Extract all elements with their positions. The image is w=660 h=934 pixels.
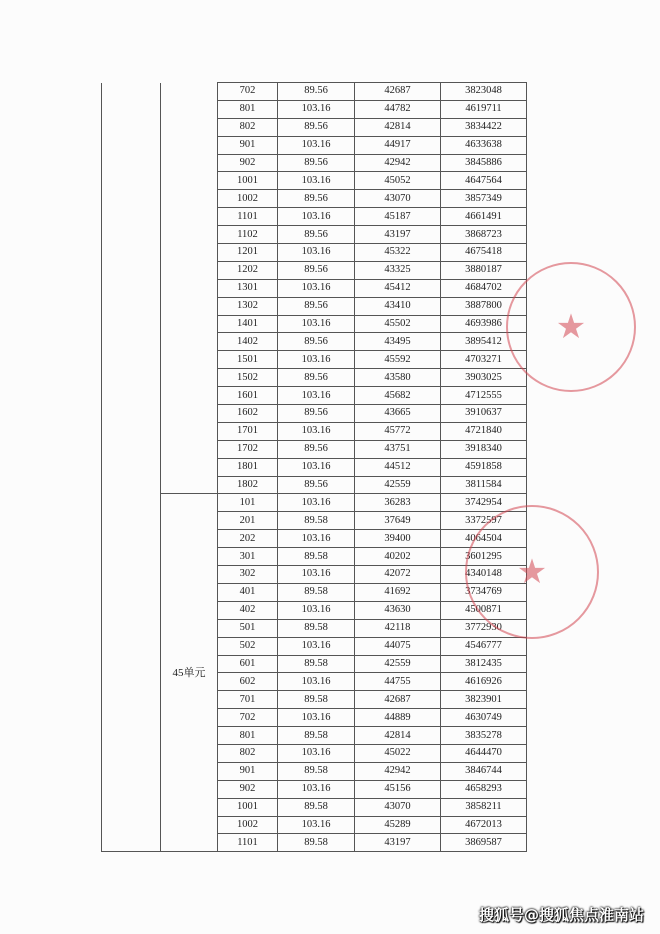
total-price-cell: 3903025 [441, 369, 527, 387]
area-cell: 89.56 [278, 83, 355, 101]
area-cell: 103.16 [278, 816, 355, 834]
total-price-cell: 4591858 [441, 458, 527, 476]
table-row [102, 83, 527, 101]
room-number-cell: 401 [218, 583, 278, 601]
total-price-cell: 4693986 [441, 315, 527, 333]
total-price-cell: 4064504 [441, 530, 527, 548]
area-cell: 103.16 [278, 136, 355, 154]
total-price-cell: 3823901 [441, 691, 527, 709]
unit-price-cell: 45289 [355, 816, 441, 834]
room-number-cell: 602 [218, 673, 278, 691]
room-number-cell: 201 [218, 512, 278, 530]
total-price-cell: 3887800 [441, 297, 527, 315]
unit-price-cell: 43325 [355, 261, 441, 279]
unit-price-cell: 42072 [355, 566, 441, 584]
total-price-cell: 3910637 [441, 405, 527, 423]
area-cell: 103.16 [278, 100, 355, 118]
total-price-cell: 3857349 [441, 190, 527, 208]
watermark-text: 搜狐号@搜狐焦点淮南站 [478, 906, 644, 924]
room-number-cell: 1601 [218, 387, 278, 405]
room-number-cell: 1302 [218, 297, 278, 315]
room-number-cell: 702 [218, 709, 278, 727]
area-cell: 103.16 [278, 279, 355, 297]
room-number-cell: 302 [218, 566, 278, 584]
total-price-cell: 3835278 [441, 727, 527, 745]
star-icon: ★ [516, 552, 548, 592]
total-price-cell: 4340148 [441, 566, 527, 584]
area-cell: 103.16 [278, 458, 355, 476]
area-cell: 103.16 [278, 422, 355, 440]
room-number-cell: 202 [218, 530, 278, 548]
room-number-cell: 1002 [218, 816, 278, 834]
total-price-cell: 3372597 [441, 512, 527, 530]
area-cell: 89.56 [278, 333, 355, 351]
total-price-cell: 3823048 [441, 83, 527, 101]
room-number-cell: 1202 [218, 261, 278, 279]
total-price-cell: 3742954 [441, 494, 527, 512]
area-cell: 89.56 [278, 476, 355, 494]
area-cell: 103.16 [278, 780, 355, 798]
room-number-cell: 702 [218, 83, 278, 101]
area-cell: 89.56 [278, 154, 355, 172]
unit-price-cell: 39400 [355, 530, 441, 548]
price-table [101, 82, 527, 852]
room-number-cell: 1501 [218, 351, 278, 369]
room-number-cell: 1701 [218, 422, 278, 440]
total-price-cell: 3812435 [441, 655, 527, 673]
total-price-cell: 3895412 [441, 333, 527, 351]
room-number-cell: 1402 [218, 333, 278, 351]
total-price-cell: 3834422 [441, 118, 527, 136]
area-cell: 103.16 [278, 673, 355, 691]
room-number-cell: 1102 [218, 226, 278, 244]
total-price-cell: 4661491 [441, 208, 527, 226]
area-cell: 103.16 [278, 530, 355, 548]
unit-price-cell: 44782 [355, 100, 441, 118]
room-number-cell: 1101 [218, 834, 278, 852]
room-number-cell: 501 [218, 619, 278, 637]
unit-price-cell: 43665 [355, 405, 441, 423]
total-price-cell: 3918340 [441, 440, 527, 458]
unit-price-cell: 43070 [355, 190, 441, 208]
area-cell: 103.16 [278, 387, 355, 405]
room-number-cell: 1201 [218, 244, 278, 262]
unit-price-cell: 43751 [355, 440, 441, 458]
total-price-cell: 3601295 [441, 548, 527, 566]
unit-price-cell: 42687 [355, 83, 441, 101]
unit-price-cell: 41692 [355, 583, 441, 601]
area-cell: 89.56 [278, 118, 355, 136]
unit-label-cell: 45单元 [161, 494, 218, 852]
unit-price-cell: 42559 [355, 655, 441, 673]
area-cell: 103.16 [278, 494, 355, 512]
total-price-cell: 3772930 [441, 619, 527, 637]
unit-price-cell: 45187 [355, 208, 441, 226]
room-number-cell: 1801 [218, 458, 278, 476]
area-cell: 89.58 [278, 619, 355, 637]
unit-price-cell: 42942 [355, 154, 441, 172]
room-number-cell: 701 [218, 691, 278, 709]
unit-price-cell: 44075 [355, 637, 441, 655]
unit-price-cell: 44889 [355, 709, 441, 727]
area-cell: 103.16 [278, 172, 355, 190]
area-cell: 89.56 [278, 297, 355, 315]
total-price-cell: 4672013 [441, 816, 527, 834]
room-number-cell: 1001 [218, 172, 278, 190]
unit-price-cell: 42942 [355, 762, 441, 780]
area-cell: 89.58 [278, 798, 355, 816]
unit-price-cell: 43070 [355, 798, 441, 816]
room-number-cell: 901 [218, 136, 278, 154]
room-number-cell: 1502 [218, 369, 278, 387]
unit-price-cell: 44512 [355, 458, 441, 476]
area-cell: 89.58 [278, 727, 355, 745]
total-price-cell: 3846744 [441, 762, 527, 780]
room-number-cell: 1401 [218, 315, 278, 333]
unit-price-cell: 37649 [355, 512, 441, 530]
unit-price-cell: 42814 [355, 118, 441, 136]
total-price-cell: 3880187 [441, 261, 527, 279]
total-price-cell: 4675418 [441, 244, 527, 262]
room-number-cell: 802 [218, 118, 278, 136]
unit-price-cell: 42559 [355, 476, 441, 494]
unit-price-cell: 45592 [355, 351, 441, 369]
area-cell: 89.58 [278, 834, 355, 852]
area-cell: 89.58 [278, 583, 355, 601]
unit-price-cell: 43495 [355, 333, 441, 351]
unit-price-cell: 43410 [355, 297, 441, 315]
area-cell: 89.58 [278, 762, 355, 780]
room-number-cell: 802 [218, 744, 278, 762]
room-number-cell: 1802 [218, 476, 278, 494]
unit-price-cell: 45682 [355, 387, 441, 405]
total-price-cell: 4712555 [441, 387, 527, 405]
unit-price-cell: 44755 [355, 673, 441, 691]
room-number-cell: 1002 [218, 190, 278, 208]
unit-price-cell: 45772 [355, 422, 441, 440]
room-number-cell: 902 [218, 154, 278, 172]
area-cell: 103.16 [278, 709, 355, 727]
star-icon: ★ [555, 307, 587, 347]
total-price-cell: 3734769 [441, 583, 527, 601]
total-price-cell: 4721840 [441, 422, 527, 440]
area-cell: 89.58 [278, 655, 355, 673]
unit-price-cell: 42687 [355, 691, 441, 709]
total-price-cell: 3811584 [441, 476, 527, 494]
total-price-cell: 4647564 [441, 172, 527, 190]
total-price-cell: 4644470 [441, 744, 527, 762]
room-number-cell: 1702 [218, 440, 278, 458]
area-cell: 103.16 [278, 208, 355, 226]
unit-price-cell: 43630 [355, 601, 441, 619]
total-price-cell: 4703271 [441, 351, 527, 369]
area-cell: 103.16 [278, 244, 355, 262]
unit-price-cell: 42814 [355, 727, 441, 745]
footer-bar [0, 899, 660, 934]
room-number-cell: 1602 [218, 405, 278, 423]
area-cell: 89.56 [278, 369, 355, 387]
area-cell: 89.58 [278, 512, 355, 530]
room-number-cell: 1301 [218, 279, 278, 297]
total-price-cell: 4546777 [441, 637, 527, 655]
building-column-cell [102, 83, 161, 852]
area-cell: 89.58 [278, 548, 355, 566]
unit-price-cell: 45502 [355, 315, 441, 333]
room-number-cell: 1001 [218, 798, 278, 816]
total-price-cell: 4630749 [441, 709, 527, 727]
unit-price-cell: 45052 [355, 172, 441, 190]
room-number-cell: 901 [218, 762, 278, 780]
area-cell: 89.56 [278, 440, 355, 458]
total-price-cell: 4658293 [441, 780, 527, 798]
total-price-cell: 4500871 [441, 601, 527, 619]
total-price-cell: 4684702 [441, 279, 527, 297]
area-cell: 89.56 [278, 405, 355, 423]
total-price-cell: 4616926 [441, 673, 527, 691]
unit-price-cell: 43580 [355, 369, 441, 387]
area-cell: 89.56 [278, 226, 355, 244]
total-price-cell: 4619711 [441, 100, 527, 118]
area-cell: 89.58 [278, 691, 355, 709]
table-row [102, 494, 527, 512]
area-cell: 103.16 [278, 637, 355, 655]
area-cell: 103.16 [278, 566, 355, 584]
room-number-cell: 301 [218, 548, 278, 566]
unit-price-cell: 43197 [355, 226, 441, 244]
unit-price-cell: 42118 [355, 619, 441, 637]
room-number-cell: 601 [218, 655, 278, 673]
unit-price-cell: 40202 [355, 548, 441, 566]
room-number-cell: 801 [218, 727, 278, 745]
area-cell: 103.16 [278, 744, 355, 762]
unit-price-cell: 45322 [355, 244, 441, 262]
unit-price-cell: 45022 [355, 744, 441, 762]
room-number-cell: 902 [218, 780, 278, 798]
area-cell: 103.16 [278, 601, 355, 619]
room-number-cell: 1101 [218, 208, 278, 226]
room-number-cell: 101 [218, 494, 278, 512]
total-price-cell: 3845886 [441, 154, 527, 172]
total-price-cell: 3869587 [441, 834, 527, 852]
area-cell: 103.16 [278, 315, 355, 333]
unit-price-cell: 45156 [355, 780, 441, 798]
total-price-cell: 3858211 [441, 798, 527, 816]
area-cell: 89.56 [278, 190, 355, 208]
area-cell: 89.56 [278, 261, 355, 279]
unit-column-cell [161, 83, 218, 494]
total-price-cell: 3868723 [441, 226, 527, 244]
unit-price-cell: 45412 [355, 279, 441, 297]
room-number-cell: 402 [218, 601, 278, 619]
area-cell: 103.16 [278, 351, 355, 369]
unit-price-cell: 43197 [355, 834, 441, 852]
unit-price-cell: 36283 [355, 494, 441, 512]
room-number-cell: 502 [218, 637, 278, 655]
total-price-cell: 4633638 [441, 136, 527, 154]
unit-price-cell: 44917 [355, 136, 441, 154]
room-number-cell: 801 [218, 100, 278, 118]
